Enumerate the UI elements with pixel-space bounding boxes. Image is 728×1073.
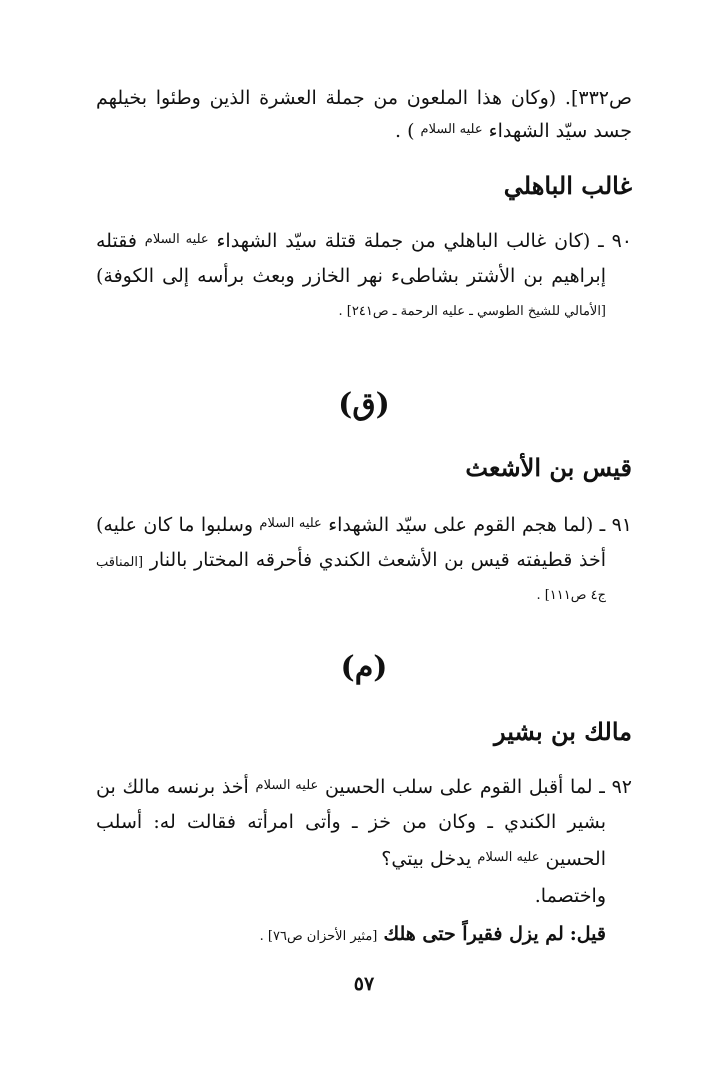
entry-text: (كان غالب الباهلي من جملة قتلة سيّد الشهداء <box>216 230 591 252</box>
entry-text: أخذ قطيفته قيس بن الأشعث الكندي فأحرقه المختار بالنار <box>149 549 606 571</box>
heading-ghalib-albahili: غالب الباهلي <box>503 171 632 200</box>
continuation-line-1: ص٣٣٢]. (وكان هذا الملعون من جملة العشرة الذين وطئوا بخيلهم <box>96 87 632 109</box>
honorific-mark: عليه السلام <box>144 232 209 247</box>
entry-text: (لما هجم القوم على سيّد الشهداء <box>328 514 594 536</box>
entry-text: الحسين <box>545 848 606 870</box>
entry-number: ٩٠ ـ <box>598 230 632 252</box>
entry-92-line-1 <box>96 772 632 801</box>
entry-text: يدخل بيتي؟ <box>381 848 472 870</box>
entry-text: أخذ برنسه مالك بن <box>96 776 249 798</box>
continuation-text: جسد سيّد الشهداء <box>488 120 632 142</box>
entry-text: فقتله <box>96 230 137 252</box>
entry-text: وسلبوا ما كان عليه) <box>96 514 254 536</box>
entry-reference-start: [المناقب <box>96 555 144 570</box>
entry-90-line-1 <box>96 226 632 255</box>
entry-91-line-1 <box>96 510 632 539</box>
entry-92-line-2: بشير الكندي ـ وكان من خز ـ وأتى امرأته فقالت له: أسلب <box>96 811 606 833</box>
section-letter-qaf: (ق) <box>338 387 390 422</box>
entry-number: ٩٢ ـ <box>599 776 632 798</box>
entry-90-line-2: إبراهيم بن الأشتر بشاطىء نهر الخازر وبعث برأسه إلى الكوفة) <box>96 265 606 287</box>
entry-number: ٩١ ـ <box>599 514 633 536</box>
entry-92-line-4: واختصما. <box>534 885 606 907</box>
honorific-mark: عليه السلام <box>477 850 540 865</box>
section-letter-mim: (م) <box>340 650 388 685</box>
entry-text: لما أقبل القوم على سلب الحسين <box>324 776 593 798</box>
honorific-mark: عليه السلام <box>420 122 483 137</box>
entry-91-reference: ج٤ ص١١١] . <box>536 588 606 603</box>
honorific-mark: عليه السلام <box>259 516 322 531</box>
heading-malik-ibn-bashir: مالك بن بشير <box>494 717 632 746</box>
entry-92-line-5 <box>96 920 606 951</box>
entry-90-reference: [الأمالي للشيخ الطوسي ـ عليه الرحمة ـ ص٢٤١] . <box>338 304 606 319</box>
entry-reference: [مثير الأحزان ص٧٦] . <box>259 929 378 944</box>
entry-text: لم يزل فقيراً حتى هلك <box>383 923 564 945</box>
honorific-mark: عليه السلام <box>255 778 319 793</box>
continuation-line-2 <box>96 116 632 145</box>
entry-91-line-2 <box>96 546 606 577</box>
page-number: ٥٧ <box>353 973 375 995</box>
said-label: قيل: <box>569 923 606 945</box>
entry-92-line-3 <box>96 844 606 873</box>
continuation-text-end: ) . <box>395 120 415 142</box>
heading-qays-ibn-alashath: قيس بن الأشعث <box>465 453 632 482</box>
